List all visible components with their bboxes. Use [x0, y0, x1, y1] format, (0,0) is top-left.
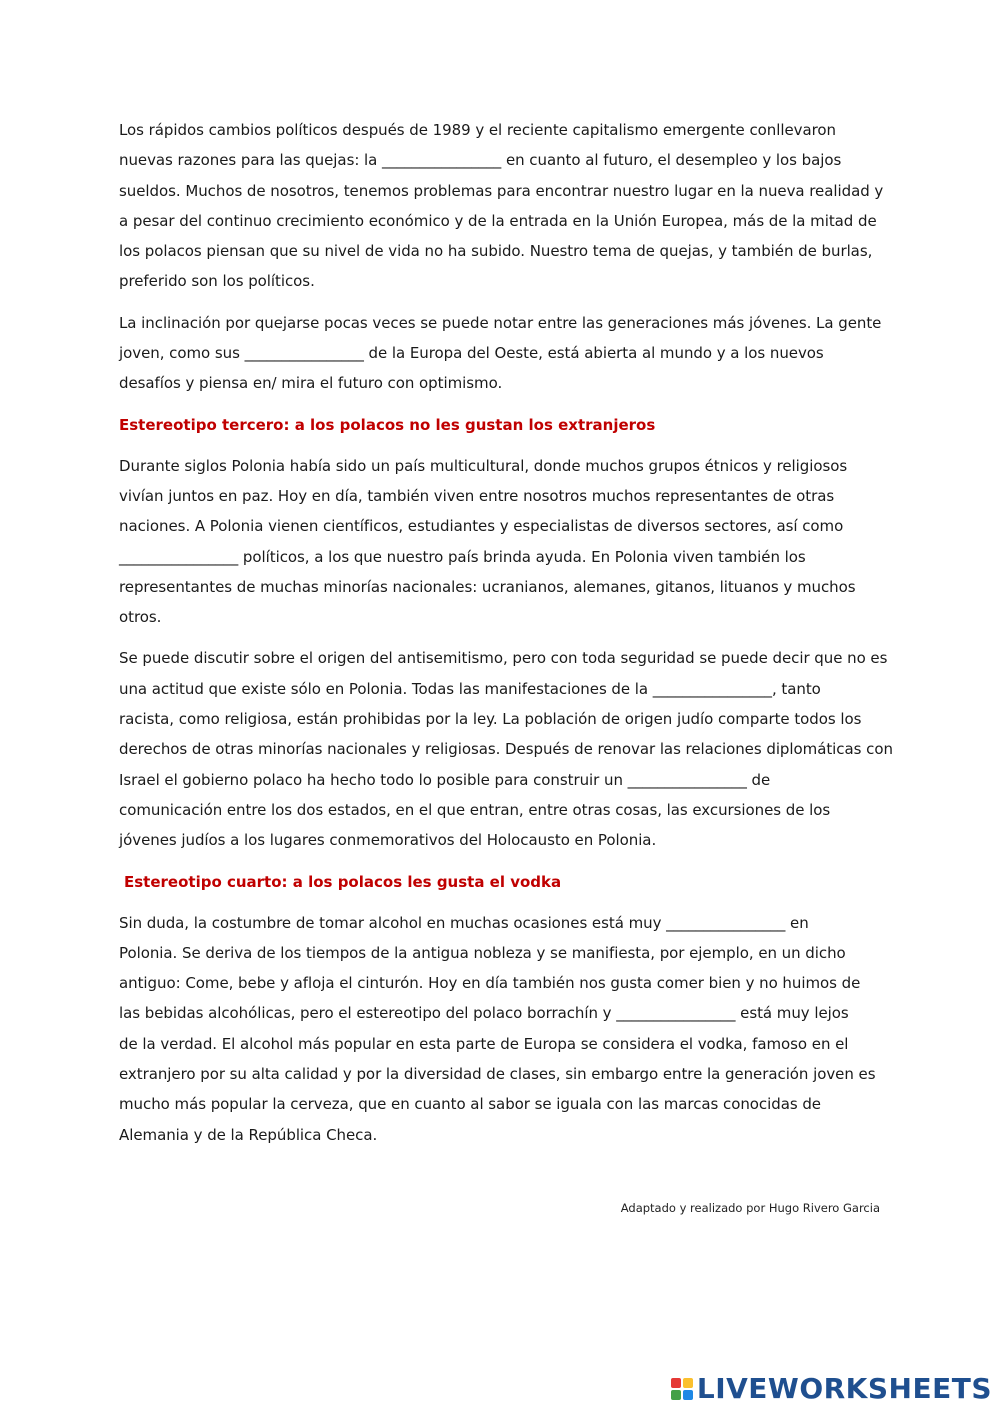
- text-line: naciones. A Polonia vienen científicos, estudiantes y especialistas de diversos sectores, así como: [119, 517, 844, 536]
- text-line: ________________ políticos, a los que nuestro país brinda ayuda. En Polonia viven también los: [119, 547, 806, 566]
- text-line: preferido son los políticos.: [119, 272, 315, 291]
- paragraph-5: [119, 908, 881, 1150]
- document-body: [119, 115, 893, 1161]
- logo-square-yellow: [683, 1378, 693, 1388]
- text-line: Israel el gobierno polaco ha hecho todo lo posible para construir un ________________ de: [119, 770, 771, 789]
- text-line: Alemania y de la República Checa.: [119, 1125, 378, 1144]
- paragraph-2: [119, 308, 881, 399]
- text-line: de la verdad. El alcohol más popular en esta parte de Europa se considera el vodka, famoso en el: [119, 1034, 849, 1053]
- text-line: sueldos. Muchos de nosotros, tenemos problemas para encontrar nuestro lugar en la nueva realidad y: [119, 181, 884, 200]
- text-line: extranjero por su alta calidad y por la diversidad de clases, sin embargo entre la generación joven es: [119, 1065, 876, 1084]
- text-line: a pesar del continuo crecimiento económico y de la entrada en la Unión Europea, más de la mitad de: [119, 211, 877, 230]
- text-line: Se puede discutir sobre el origen del antisemitismo, pero con toda seguridad se puede decir que no es: [119, 649, 888, 668]
- text-line: las bebidas alcohólicas, pero el estereotipo del polaco borrachín y ________________ está muy lejos: [119, 1004, 849, 1023]
- text-line: antiguo: Come, bebe y afloja el cinturón. Hoy en día también nos gusta comer bien y no huimos de: [119, 974, 861, 993]
- liveworksheets-logo-icon: [671, 1378, 693, 1400]
- logo-square-blue: [683, 1390, 693, 1400]
- section-heading-fourth-stereotype: Estereotipo cuarto: a los polacos les gusta el vodka: [124, 872, 562, 891]
- text-line: otros.: [119, 608, 162, 627]
- text-line: los polacos piensan que su nivel de vida no ha subido. Nuestro tema de quejas, y también de burlas,: [119, 242, 873, 261]
- text-line: comunicación entre los dos estados, en el que entran, entre otras cosas, las excursiones de los: [119, 800, 831, 819]
- text-line: jóvenes judíos a los lugares conmemorativos del Holocausto en Polonia.: [119, 831, 657, 850]
- text-line: representantes de muchas minorías nacionales: ucranianos, alemanes, gitanos, lituanos y muchos: [119, 577, 856, 596]
- text-line: mucho más popular la cerveza, que en cuanto al sabor se iguala con las marcas conocidas de: [119, 1095, 821, 1114]
- liveworksheets-brand[interactable]: [671, 1372, 992, 1405]
- paragraph-1: [119, 115, 884, 297]
- section-heading-third-stereotype: Estereotipo tercero: a los polacos no les gustan los extranjeros: [119, 415, 656, 434]
- text-line: vivían juntos en paz. Hoy en día, también viven entre nosotros muchos representantes de otras: [119, 486, 835, 505]
- text-line: racista, como religiosa, están prohibidas por la ley. La población de origen judío comparte todos los: [119, 710, 862, 729]
- author-credit: Adaptado y realizado por Hugo Rivero Garcia: [620, 1201, 880, 1215]
- text-line: Polonia. Se deriva de los tiempos de la antigua nobleza y se manifiesta, por ejemplo, en un dicho: [119, 943, 846, 962]
- logo-square-green: [671, 1390, 681, 1400]
- text-line: desafíos y piensa en/ mira el futuro con optimismo.: [119, 374, 503, 393]
- text-line: Durante siglos Polonia había sido un país multicultural, donde muchos grupos étnicos y religiosos: [119, 456, 848, 475]
- logo-square-red: [671, 1378, 681, 1388]
- text-line: nuevas razones para las quejas: la ________________ en cuanto al futuro, el desempleo y los bajos: [119, 151, 842, 170]
- text-line: joven, como sus ________________ de la Europa del Oeste, está abierta al mundo y a los nuevos: [119, 344, 824, 363]
- text-line: La inclinación por quejarse pocas veces se puede notar entre las generaciones más jóvenes. La gente: [119, 313, 882, 332]
- paragraph-3: [119, 451, 881, 633]
- text-line: una actitud que existe sólo en Polonia. Todas las manifestaciones de la ________________, tanto: [119, 679, 821, 698]
- text-line: derechos de otras minorías nacionales y religiosas. Después de renovar las relaciones diplomáticas con: [119, 740, 893, 759]
- brand-name: LIVEWORKSHEETS: [696, 1372, 992, 1405]
- text-line: Los rápidos cambios políticos después de 1989 y el reciente capitalismo emergente conllevaron: [119, 121, 836, 139]
- text-line: Sin duda, la costumbre de tomar alcohol en muchas ocasiones está muy ________________ en: [119, 913, 809, 932]
- paragraph-4: [119, 643, 893, 855]
